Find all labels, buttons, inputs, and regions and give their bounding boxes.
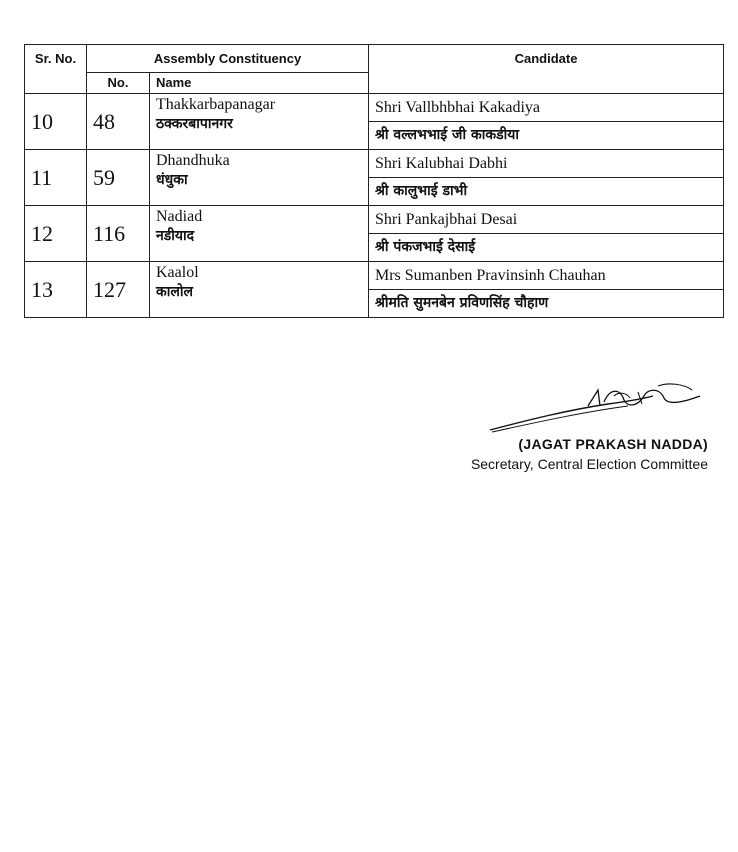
candidate-list-table (24, 44, 724, 318)
candidate-name-en: Shri Vallbhbhai Kakadiya (369, 94, 724, 122)
candidate-name-hi: श्रीमति सुमनबेन प्रविणसिंह चौहाण (369, 290, 724, 318)
candidate-name-en: Shri Kalubhai Dabhi (369, 150, 724, 178)
header-assembly-constituency: Assembly Constituency (87, 45, 369, 73)
sr-no-cell: 11 (25, 150, 87, 206)
constituency-no-cell: 127 (87, 262, 150, 318)
sr-no-cell: 12 (25, 206, 87, 262)
constituency-name-cell (150, 206, 369, 262)
header-no: No. (87, 73, 150, 94)
candidate-name-en: Mrs Sumanben Pravinsinh Chauhan (369, 262, 724, 290)
constituency-no-cell: 59 (87, 150, 150, 206)
constituency-name-cell (150, 262, 369, 318)
constituency-name-hi: धंधुका (156, 172, 188, 188)
table-row (25, 262, 724, 290)
table-row (25, 94, 724, 122)
candidate-name-hi: श्री पंकजभाई देसाई (369, 234, 724, 262)
constituency-name-cell (150, 150, 369, 206)
constituency-name-hi: ठक्करबापानगर (156, 116, 233, 132)
table-row (25, 150, 724, 178)
constituency-name-hi: नडीयाद (156, 228, 195, 244)
constituency-name-en: Nadiad (156, 208, 203, 225)
candidate-name-hi: श्री कालुभाई डाभी (369, 178, 724, 206)
constituency-name-cell (150, 94, 369, 150)
constituency-name-en: Thakkarbapanagar (156, 96, 276, 113)
constituency-no-cell: 116 (87, 206, 150, 262)
header-sr-no: Sr. No. (25, 45, 87, 94)
constituency-name-en: Dhandhuka (156, 152, 230, 169)
signatory-name: (JAGAT PRAKASH NADDA) (518, 436, 708, 452)
header-name: Name (150, 73, 369, 94)
candidate-name-en: Shri Pankajbhai Desai (369, 206, 724, 234)
signature-mark (488, 376, 708, 436)
constituency-name-en: Kaalol (156, 264, 199, 281)
header-row (25, 45, 724, 73)
constituency-no-cell: 48 (87, 94, 150, 150)
constituency-name-hi: कालोल (156, 284, 193, 300)
candidate-name-hi: श्री वल्लभभाई जी काकडीया (369, 122, 724, 150)
sr-no-cell: 10 (25, 94, 87, 150)
table-row (25, 206, 724, 234)
header-candidate: Candidate (369, 45, 724, 94)
sr-no-cell: 13 (25, 262, 87, 318)
signatory-title: Secretary, Central Election Committee (470, 456, 708, 472)
